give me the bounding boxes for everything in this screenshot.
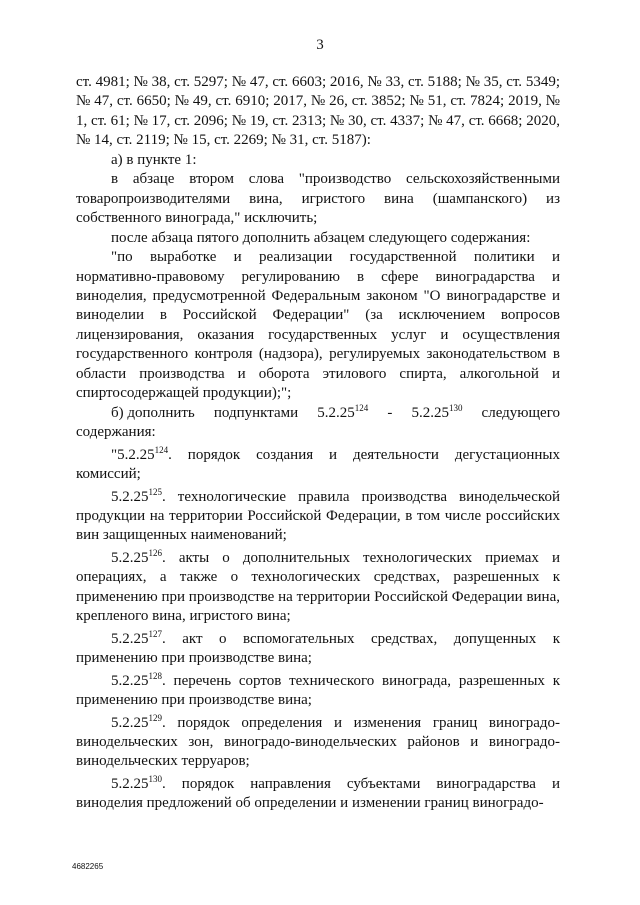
item-128: 5.2.25$^{128}$. перечень сортов технического винограда, разрешенных к применению при производстве вина; <box>76 670 560 709</box>
paragraph-point-b <box>76 404 560 423</box>
item-124: "5.2.25$^{124}$. порядок создания и деятельности дегустационных комиссий; <box>76 444 560 483</box>
paragraph-abzac-2: в абзаце втором слова "производство сельскохозяйственными товаропроизводителями вина, игристого вина (шампанского) из собственного винограда," исключить; <box>76 171 560 227</box>
paragraph-abzac-5: после абзаца пятого дополнить абзацем следующего содержания: <box>111 229 531 246</box>
point-b-dash: - <box>387 404 393 421</box>
point-b-word-last: следующего <box>481 404 560 421</box>
point-b-word-2: подпунктами <box>213 404 299 421</box>
paragraph-citations: ст. 4981; № 38, ст. 5297; № 47, ст. 6603; 2016, № 33, ст. 5188; № 35, ст. 5349; № 47, ст. 6650; № 49, ст. 6910; 2017, № 26, ст. 3852; № 51, ст. 7824; 2019, № 1, ст. 61; № 17, ст. 2096; № 19, ст. 2313; № 30, ст. 4337; № 47, ст. 6668; 2020, № 14, ст. 2119; № 15, ст. 2269; № 31, ст. 5187): <box>76 74 560 149</box>
point-b-word-1: б) дополнить <box>111 404 195 421</box>
paragraph-new-abzac: "по выработке и реализации государственной политики и нормативно-правовому регулированию в сфере виноградарства и виноделия, предусмотренной Федеральным законом "О виноградарстве и виноделии в Российской Федерации" (за исключением вопросов лицензирования, оказания государственных услуг и осуществления государственного контроля (надзора), регулируемых законодательством в области производства и оборота этилового спирта, алкогольной и спиртосодержащей продукции);"; <box>76 249 560 402</box>
point-b-range-start: 5.2.25$^{124}$ <box>317 402 369 421</box>
document-body <box>76 73 560 814</box>
page-number: 3 <box>316 37 324 53</box>
paragraph-point-a: а) в пункте 1: <box>111 151 197 168</box>
point-b-range-end: 5.2.25$^{130}$ <box>411 402 463 421</box>
superscript-130: 130 <box>448 402 463 413</box>
item-126: 5.2.25$^{126}$. акты о дополнительных технологических приемах и операциях, а также о технологических средствах, разрешенных к применению при производстве на территории Российской Федерации вина, крепленого вина, игристого вина; <box>76 547 560 625</box>
item-129: 5.2.25$^{129}$. порядок определения и изменения границ виноградо-винодельческих зон, виноградо-винодельческих районов и виноградо-винодельческих терруаров; <box>76 712 560 770</box>
superscript-124: 124 <box>354 402 369 413</box>
item-125: 5.2.25$^{125}$. технологические правила производства винодельческой продукции на территории Российской Федерации, в том числе российских вин защищенных наименований; <box>76 486 560 544</box>
point-b-line-2: содержания: <box>76 424 156 441</box>
item-130: 5.2.25$^{130}$. порядок направления субъектами виноградарства и виноделия предложений об определении и изменении границ виноградо- <box>76 773 560 812</box>
item-127: 5.2.25$^{127}$. акт о вспомогательных средствах, допущенных к применению при производстве вина; <box>76 628 560 667</box>
document-id: 4682265 <box>72 862 104 871</box>
